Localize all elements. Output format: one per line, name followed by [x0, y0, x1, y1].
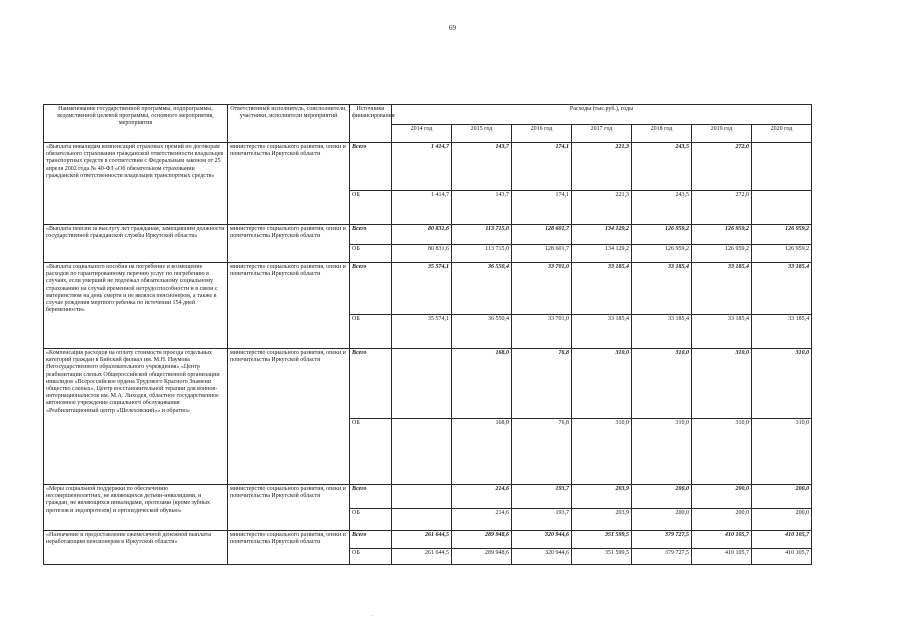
table-row [44, 225, 812, 245]
source-ob: ОБ [350, 419, 392, 485]
value-ob: 351 599,5 [572, 549, 632, 565]
table-row [44, 531, 812, 549]
source-total: Всего [350, 349, 392, 419]
value-total [392, 485, 452, 509]
value-total: 310,0 [692, 349, 752, 419]
source-total: Всего [350, 225, 392, 245]
value-ob: 310,0 [692, 419, 752, 485]
header-year: 2020 год [752, 125, 812, 143]
value-total: 272,0 [692, 143, 752, 191]
value-total: 193,7 [512, 485, 572, 509]
measure-name: «Компенсация расходов на оплату стоимости проезда отдельных категорий граждан в Бийский филиал им. М.Н. Наумова Негосударственного образовательного учреждения» «Центр реабилитации слепых Общероссийской общественной организации инвалидов «Всероссийское ордена Трудового Красного Знамени общество слепых», Центр восстановительной терапии для воинов-интернационалистов им. М.А. Лиходея, областное государственное автономное учреждение социального обслуживания «Реабилитационный центр «Шелеховский»» и обратно» [44, 349, 228, 485]
header-name: Наименование государственной программы, подпрограммы, ведомственной целевой программы, основного мероприятия, мероприятия [44, 105, 228, 143]
value-ob: 113 715,0 [452, 245, 512, 263]
value-total [392, 349, 452, 419]
value-ob: 243,5 [632, 191, 692, 225]
value-total: 33 185,4 [632, 263, 692, 315]
value-ob: 221,3 [572, 191, 632, 225]
source-ob: ОБ [350, 549, 392, 565]
value-ob: 272,0 [692, 191, 752, 225]
measure-name: «Выплата пенсии за выслугу лет гражданам, замещавшим должности государственной гражданской службы Иркутской области» [44, 225, 228, 263]
value-ob: 379 727,5 [632, 549, 692, 565]
value-total: 35 574,1 [392, 263, 452, 315]
value-total: 221,3 [572, 143, 632, 191]
table-row [44, 263, 812, 315]
value-ob: 33 185,4 [692, 315, 752, 349]
value-total: 261 644,5 [392, 531, 452, 549]
value-ob: 1 414,7 [392, 191, 452, 225]
value-ob: 126 959,2 [692, 245, 752, 263]
value-total: 200,0 [632, 485, 692, 509]
executor: министерство социального развития, опеки и попечительства Иркутской области [228, 143, 350, 225]
value-total: 174,1 [512, 143, 572, 191]
value-ob: 126 959,2 [632, 245, 692, 263]
value-ob: 143,7 [452, 191, 512, 225]
value-total: 310,0 [572, 349, 632, 419]
source-total: Всего [350, 143, 392, 191]
value-ob: 410 105,7 [692, 549, 752, 565]
value-total: 310,0 [632, 349, 692, 419]
value-total: 33 185,4 [692, 263, 752, 315]
value-ob: 310,0 [752, 419, 812, 485]
value-ob: 33 701,0 [512, 315, 572, 349]
value-total: 143,7 [452, 143, 512, 191]
executor: министерство социального развития, опеки и попечительства Иркутской области [228, 485, 350, 531]
value-total: 243,5 [632, 143, 692, 191]
header-source: Источники финансирования [350, 105, 392, 143]
value-total: 134 129,2 [572, 225, 632, 245]
value-total: 113 715,0 [452, 225, 512, 245]
value-total: 320 944,6 [512, 531, 572, 549]
value-total: 168,0 [452, 349, 512, 419]
value-ob: 36 550,4 [452, 315, 512, 349]
value-total: 80 831,6 [392, 225, 452, 245]
source-ob: ОБ [350, 245, 392, 263]
source-ob: ОБ [350, 315, 392, 349]
value-ob: 168,0 [452, 419, 512, 485]
value-total: 410 105,7 [692, 531, 752, 549]
value-total: 126 959,2 [632, 225, 692, 245]
value-ob: 200,0 [752, 509, 812, 531]
value-total: 379 727,5 [632, 531, 692, 549]
source-ob: ОБ [350, 191, 392, 225]
value-ob: 126 959,2 [752, 245, 812, 263]
value-ob: 203,9 [572, 509, 632, 531]
value-total: 128 601,7 [512, 225, 572, 245]
value-ob: 33 185,4 [752, 315, 812, 349]
header-year: 2018 год [632, 125, 692, 143]
table-row [44, 485, 812, 509]
value-ob: 134 129,2 [572, 245, 632, 263]
value-ob: 35 574,1 [392, 315, 452, 349]
value-total: 203,9 [572, 485, 632, 509]
header-executor: Ответственный исполнитель, соисполнители, участники, исполнители мероприятий [228, 105, 350, 143]
executor: министерство социального развития, опеки и попечительства Иркутской области [228, 225, 350, 263]
header-year: 2019 год [692, 125, 752, 143]
value-total: 33 185,4 [752, 263, 812, 315]
source-ob: ОБ [350, 509, 392, 531]
value-total [752, 143, 812, 191]
value-ob: 289 948,6 [452, 549, 512, 565]
value-total: 1 414,7 [392, 143, 452, 191]
executor: министерство социального развития, опеки и попечительства Иркутской области [228, 263, 350, 349]
value-ob: 76,8 [512, 419, 572, 485]
value-ob: 128 601,7 [512, 245, 572, 263]
source-total: Всего [350, 263, 392, 315]
executor: министерство социального развития, опеки и попечительства Иркутской области [228, 531, 350, 565]
measure-name: «Выплата инвалидам компенсаций страховых премий по договорам обязательного страхования гражданской ответственности владельцев транспортных средств в соответствии с Федеральным законом от 25 апреля 2002 года № 40-ФЗ «Об обязательном страховании гражданской ответственности владельцев транспортных средств» [44, 143, 228, 225]
value-ob: 80 831,6 [392, 245, 452, 263]
value-total: 200,0 [692, 485, 752, 509]
value-ob: 320 944,6 [512, 549, 572, 565]
budget-table [43, 104, 812, 565]
value-ob: 410 105,7 [752, 549, 812, 565]
value-total: 310,0 [752, 349, 812, 419]
executor: министерство социального развития, опеки и попечительства Иркутской области [228, 349, 350, 485]
measure-name: «Назначение и предоставление ежемесячной денежной выплаты неработающим пенсионерам в Иркутской области» [44, 531, 228, 565]
value-total: 76,8 [512, 349, 572, 419]
value-ob [392, 509, 452, 531]
value-ob: 193,7 [512, 509, 572, 531]
header-year: 2015 год [452, 125, 512, 143]
measure-name: «Меры социальной поддержки по обеспечению несовершеннолетних, не являющихся детьми-инвалидами, и граждан, не являющихся инвалидами, протезами (кроме зубных протезов и эндопротезов) и ортопедической обувью» [44, 485, 228, 531]
value-total: 410 105,7 [752, 531, 812, 549]
source-total: Всего [350, 485, 392, 509]
value-ob: 33 185,4 [572, 315, 632, 349]
value-ob: 310,0 [632, 419, 692, 485]
header-expenses: Расходы (тыс.руб.), годы [392, 105, 812, 125]
value-ob: 200,0 [632, 509, 692, 531]
value-total: 200,0 [752, 485, 812, 509]
measure-name: «Выплата социального пособия на погребение и возмещение расходов по гарантированному перечню услуг по погребению в случаях, если умерший не подлежал обязательному социальному страхованию на случай временной нетрудоспособности и в связи с материнством на день смерти и не являлся пенсионером, а также в случае рождения мертвого ребенка по истечении 154 дней беременности» [44, 263, 228, 349]
source-total: Всего [350, 531, 392, 549]
value-total: 126 959,2 [752, 225, 812, 245]
value-ob: 214,6 [452, 509, 512, 531]
value-total: 33 185,4 [572, 263, 632, 315]
value-ob [752, 191, 812, 225]
value-ob [392, 419, 452, 485]
header-year: 2014 год [392, 125, 452, 143]
table-row [44, 143, 812, 191]
value-ob: 261 644,5 [392, 549, 452, 565]
page-number: 69 [449, 24, 456, 32]
value-total: 126 959,2 [692, 225, 752, 245]
value-total: 33 701,0 [512, 263, 572, 315]
value-ob: 200,0 [692, 509, 752, 531]
table-row [44, 349, 812, 419]
value-total: 351 599,5 [572, 531, 632, 549]
value-total: 289 948,6 [452, 531, 512, 549]
header-year: 2017 год [572, 125, 632, 143]
value-ob: 310,0 [572, 419, 632, 485]
header-year: 2016 год [512, 125, 572, 143]
value-total: 36 550,4 [452, 263, 512, 315]
scan-mark: . [372, 612, 374, 618]
value-total: 214,6 [452, 485, 512, 509]
value-ob: 33 185,4 [632, 315, 692, 349]
value-ob: 174,1 [512, 191, 572, 225]
